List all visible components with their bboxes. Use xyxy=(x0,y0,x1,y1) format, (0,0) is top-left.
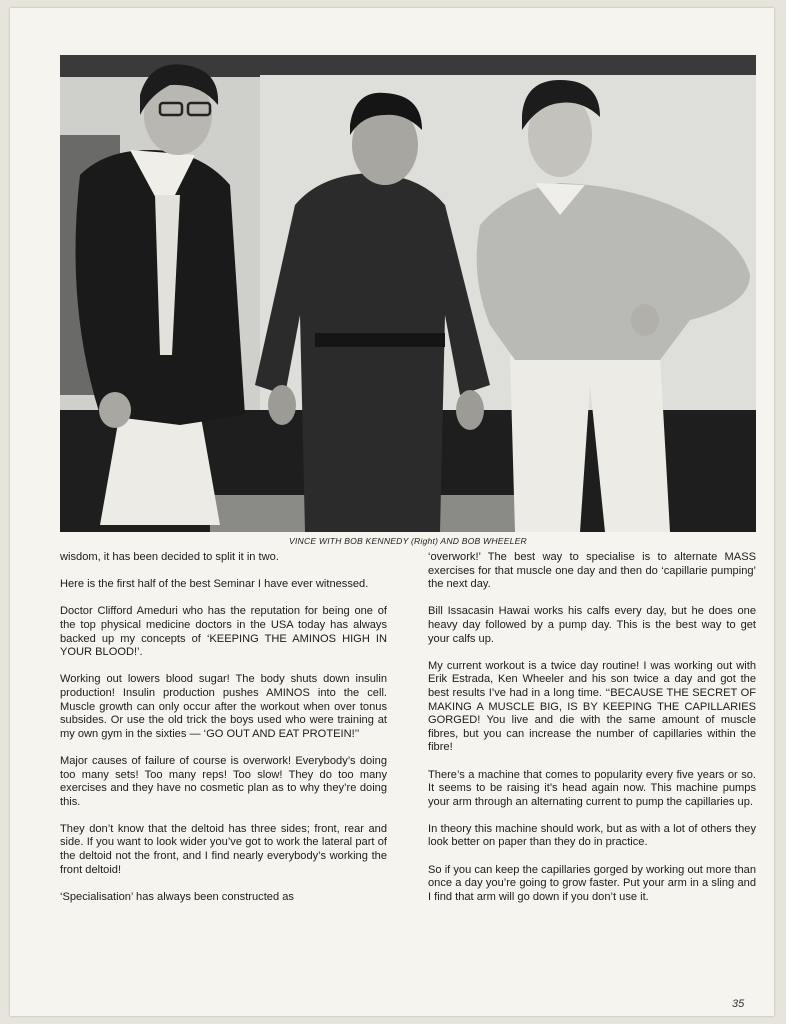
paragraph: Bill Issacasin Hawai works his calfs every day, but he does one heavy day followed by a pump day. This is the best way to get your calfs up. xyxy=(428,605,756,645)
left-column xyxy=(60,551,387,918)
paragraph: So if you can keep the capillaries gorged by working out more than once a day you’re going to grow faster. Put your arm in a sling and I find that arm will go down if you don’t use it. xyxy=(428,863,756,903)
paragraph: There’s a machine that comes to popularity every five years or so. It seems to be raising it’s head again now. This machine pumps your arm through an alternating current to pump the capillaries up. xyxy=(428,768,756,808)
paragraph: ‘overwork!’ The best way to specialise is to alternate MASS exercises for that muscle one day and then do ‘capillarie pumping’ the next day. xyxy=(428,551,756,591)
magazine-page xyxy=(10,8,774,1016)
page-number: 35 xyxy=(732,998,745,1010)
right-column xyxy=(428,551,756,918)
paragraph: Here is the first half of the best Seminar I have ever witnessed. xyxy=(60,578,369,591)
paragraph: Working out lowers blood sugar! The body shuts down insulin production! Insulin production pushes AMINOS into the cell. Muscle growth can only occur after the workout when over tonus subsides. Or use the old trick the boys used who were training at my own gym in the sixties — ‘GO OUT AND EAT PROTEIN!’’ xyxy=(60,673,387,740)
photograph xyxy=(60,55,756,532)
paragraph: Major causes of failure of course is overwork! Everybody’s doing too many sets! Too many reps! Too slow! They do too many exercises and they have no cosmetic plan as to why they’re doing this. xyxy=(60,754,387,808)
photo-caption: VINCE WITH BOB KENNEDY (Right) AND BOB WHEELER xyxy=(289,536,527,546)
paragraph: ‘Specialisation’ has always been constructed as xyxy=(60,890,294,903)
paragraph: Doctor Clifford Ameduri who has the reputation for being one of the top physical medicine doctors in the USA today has always backed up my concepts of ‘KEEPING THE AMINOS HIGH IN YOUR BLOOD!’. xyxy=(60,605,387,659)
paragraph: They don’t know that the deltoid has three sides; front, rear and side. If you want to look wider you’ve got to work the lateral part of the deltoid not the front, and I find nearly everybody’s working the front deltoid! xyxy=(60,822,387,876)
photo-illustration xyxy=(60,55,756,532)
paragraph: My current workout is a twice day routine! I was working out with Erik Estrada, Ken Wheeler and his son twice a day and got the best results I’ve had in a long time. ‘‘BECAUSE THE SECRET OF MAKING A MUSCLE BIG, IS BY KEEPING THE CAPILLARIES GORGED! You live and die with the same amount of muscle fibres, but you can increase the number of capillaries within the fibre! xyxy=(428,659,756,754)
paragraph: wisdom, it has been decided to split it in two. xyxy=(60,551,279,563)
paragraph: In theory this machine should work, but as with a lot of others they look better on paper than they do in practice. xyxy=(428,822,756,849)
